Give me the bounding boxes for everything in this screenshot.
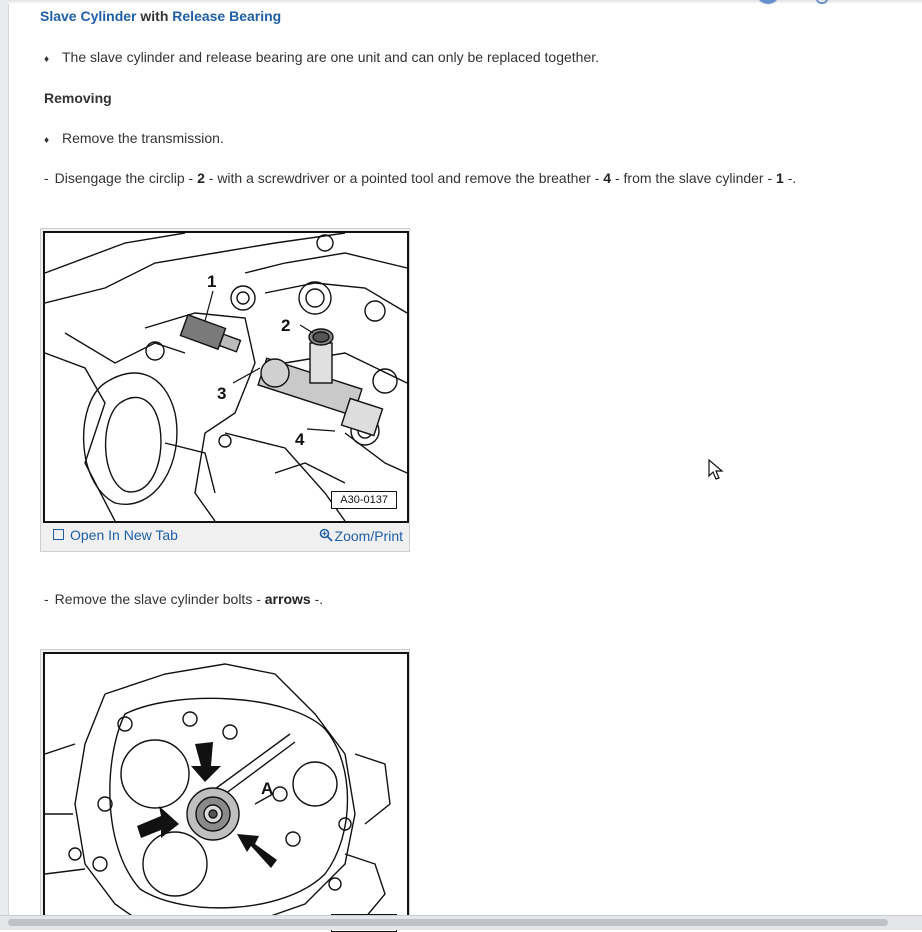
figure-slave-cylinder-bolts bbox=[40, 649, 410, 916]
step-disengage-circlip: - Disengage the circlip - 2 - with a screwdriver or a pointed tool and remove the breather - 4 - from the slave cylinder - 1 -. bbox=[44, 170, 797, 186]
callout-3: 3 bbox=[217, 384, 227, 403]
diamond-bullet-icon: ♦ bbox=[44, 135, 50, 146]
scrollbar-thumb[interactable] bbox=[8, 919, 888, 926]
zoom-print-link[interactable]: Zoom/Print bbox=[319, 527, 403, 544]
unit-note: ♦ The slave cylinder and release bearing are one unit and can only be replaced together. bbox=[44, 49, 600, 65]
slave-cylinder-link[interactable]: Slave Cylinder bbox=[40, 8, 137, 24]
page-title bbox=[40, 8, 281, 24]
title-with: with bbox=[140, 8, 169, 24]
figure-label: A30-0137 bbox=[331, 491, 397, 509]
diamond-bullet-icon: ♦ bbox=[44, 54, 50, 65]
open-new-tab-icon bbox=[53, 529, 64, 540]
step-dash: - bbox=[44, 170, 49, 186]
step-remove-bolts: - Remove the slave cylinder bolts - arrows -. bbox=[44, 591, 324, 607]
remove-transmission-note: ♦ Remove the transmission. bbox=[44, 130, 224, 146]
open-in-new-tab-link[interactable]: Open In New Tab bbox=[53, 527, 178, 543]
bolts-drawing bbox=[45, 654, 407, 918]
step-dash: - bbox=[44, 591, 49, 607]
callout-1: 1 bbox=[207, 272, 217, 291]
slave-cylinder-drawing bbox=[45, 233, 407, 521]
zoom-magnifier-icon bbox=[319, 528, 333, 542]
window-left-edge bbox=[0, 0, 9, 929]
mouse-pointer-icon bbox=[708, 459, 724, 481]
figure-image[interactable] bbox=[43, 231, 409, 523]
callout-2: 2 bbox=[281, 316, 291, 335]
section-heading: Removing bbox=[44, 90, 112, 106]
callout-a: A bbox=[261, 779, 274, 798]
figure-slave-cylinder bbox=[40, 228, 410, 552]
horizontal-scrollbar[interactable] bbox=[0, 915, 922, 930]
toolbar-edge bbox=[8, 0, 922, 4]
callout-4: 4 bbox=[295, 430, 305, 449]
figure-links bbox=[41, 523, 409, 547]
figure-image[interactable] bbox=[43, 652, 409, 924]
release-bearing-link[interactable]: Release Bearing bbox=[172, 8, 282, 24]
